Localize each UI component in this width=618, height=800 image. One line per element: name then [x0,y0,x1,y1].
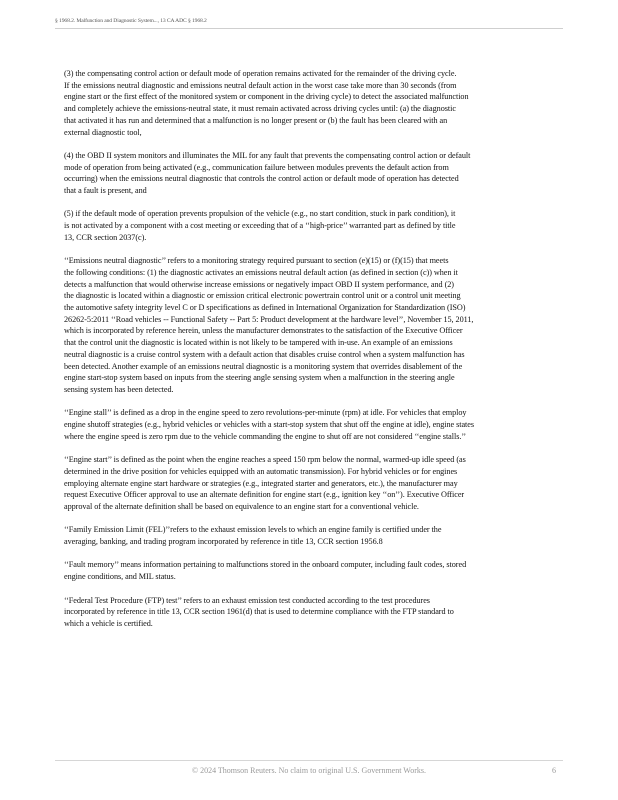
text-line: sensing system has been detected. [64,384,174,394]
text-line: is not activated by a component with a cost meeting or exceeding that of a ‘‘high-price’’ warranted part as defined by title [64,221,456,231]
text-line: engine start-stop system based on inputs from the steering angle sensing system when a malfunction in the steering angle [64,373,455,383]
text-line: (4) the OBD II system monitors and illuminates the MIL for any fault that prevents the compensating control action or default [64,150,471,160]
text-line: engine start or the first effect of the monitored system or component in the driving cycle) to detect the associated malfunction [64,92,469,102]
text-line: (5) if the default mode of operation prevents propulsion of the vehicle (e.g., no start condition, stuck in park condition), it [64,209,456,219]
text-line: employing alternate engine start hardware or strategies (e.g., integrated starter and generators, etc.), the manufacturer may [64,478,458,488]
text-line: the diagnostic is located within a diagnostic or emission critical electronic powertrain control unit or a control unit meeting [64,291,461,301]
text-line: and completely achieve the emissions-neutral state, it must remain activated across driving cycles until: (a) the diagnostic [64,104,456,114]
text-line: ‘‘Engine stall’’ is defined as a drop in the engine speed to zero revolutions-per-minute (rpm) at idle. For vehicles that employ [64,408,467,418]
text-line: ‘‘Family Emission Limit (FEL)’’refers to the exhaust emission levels to which an engine family is certified under the [64,525,442,535]
text-line: mode of operation from being activated (e.g., communication failure between modules prevents the default action from [64,162,449,172]
text-line: ‘‘Engine start’’ is defined as the point when the engine reaches a speed 150 rpm below the normal, warmed-up idle speed (as [64,455,466,465]
text-line: where the engine speed is zero rpm due to the vehicle commanding the engine to shut off are not considered ‘‘engine stalls.’’ [64,431,467,441]
text-line: incorporated by reference in title 13, CCR section 1961(d) that is used to determine compliance with the FTP standard to [64,607,454,617]
text-line: determined in the drive position for vehicles equipped with an automatic transmission). For hybrid vehicles or for engines [64,466,458,476]
text-line: external diagnostic tool, [64,127,142,137]
text-line: the automotive safety integrity level C or D specifications as defined in International Organization for Standardization (ISO) [64,303,466,313]
text-line: that the control unit the diagnostic is located within is not likely to be tampered with in-use. An example of an emissions [64,338,453,348]
footer-divider [55,760,563,761]
paragraph [64,255,576,395]
paragraph [64,208,576,243]
paragraph [64,407,576,442]
text-line: ‘‘Emissions neutral diagnostic’’ refers to a monitoring strategy required pursuant to section (e)(15) or (f)(15) that meets [64,256,449,266]
text-line: occurring) when the emissions neutral diagnostic that controls the control action or default mode of operation has detected [64,174,459,184]
text-line: approval of the alternate definition shall be based on equivalence to an engine start for a conventional vehicle. [64,501,419,511]
paragraph [64,150,576,197]
paragraph [64,595,576,630]
running-header: § 1968.2. Malfunction and Diagnostic System..., 13 CA ADC § 1968.2 [55,18,563,29]
text-line: been detected. Another example of an emissions neutral diagnostic is a monitoring system that overrides disablement of the [64,361,463,371]
text-line: ‘‘Fault memory’’ means information pertaining to malfunctions stored in the onboard computer, including fault codes, stored [64,560,467,570]
footer-copyright: © 2024 Thomson Reuters. No claim to original U.S. Government Works. [191,766,426,775]
paragraph [64,454,576,513]
text-line: neutral diagnostic is a cruise control system with a default action that disables cruise control when a system malfunction has [64,349,465,359]
text-line: 13, CCR section 2037(c). [64,232,147,242]
text-line: averaging, banking, and trading program incorporated by reference in title 13, CCR section 1956.8 [64,537,383,547]
text-line: ‘‘Federal Test Procedure (FTP) test’’ refers to an exhaust emission test conducted according to the test procedures [64,595,430,605]
text-line: engine conditions, and MIL status. [64,572,176,582]
text-line: detects a malfunction that would otherwise increase emissions or negatively impact OBD II system performance, and (2) [64,279,454,289]
document-body [64,68,576,641]
paragraph [64,68,576,138]
paragraph [64,559,576,582]
text-line: that a fault is present, and [64,186,147,196]
text-line: which is incorporated by reference herein, unless the manufacturer demonstrates to the satisfaction of the Executive Officer [64,326,463,336]
text-line: which a vehicle is certified. [64,618,153,628]
paragraph [64,524,576,547]
text-line: the following conditions: (1) the diagnostic activates an emissions neutral default action (as defined in section (c)) when it [64,267,458,277]
text-line: that activated it has run and determined that a malfunction is no longer present or (b) the fault has been cleared with an [64,115,448,125]
page-number: 6 [552,766,556,775]
text-line: If the emissions neutral diagnostic and emissions neutral default action in the worst case take more than 30 seconds (from [64,80,457,90]
text-line: engine shutoff strategies (e.g., hybrid vehicles or vehicles with a start-stop system that shut off the engine at idle), engine states [64,420,475,430]
text-line: request Executive Officer approval to use an alternate definition for engine start (e.g., ignition key ‘‘on’’). Executive Officer [64,490,465,500]
text-line: (3) the compensating control action or default mode of operation remains activated for the remainder of the driving cycle. [64,69,457,78]
text-line: 26262-5:2011 ‘‘Road vehicles -- Functional Safety -- Part 5: Product development at the hardware level’’, November 15, 2011, [64,314,474,324]
